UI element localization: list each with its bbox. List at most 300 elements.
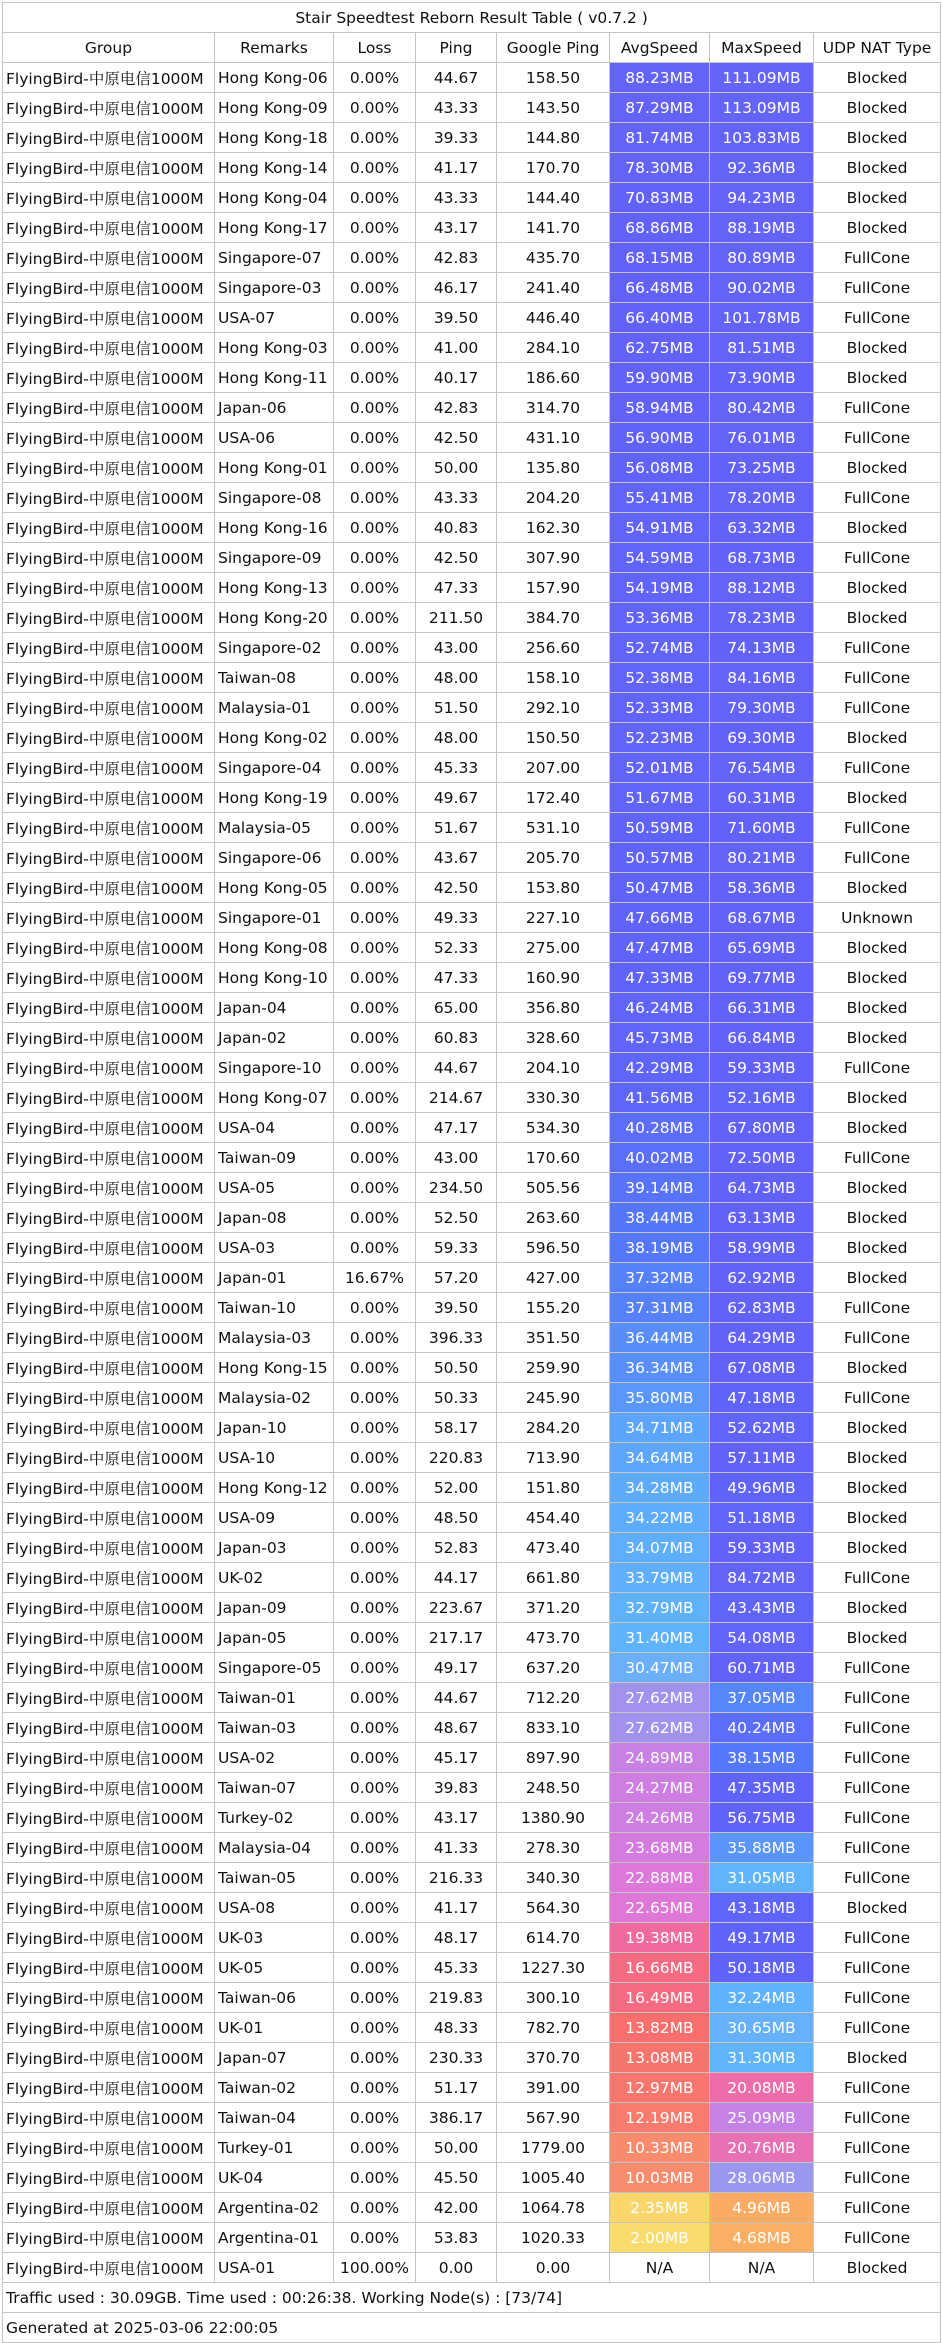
udp-nat-type-cell: FullCone	[814, 273, 941, 303]
maxspeed-cell: 57.11MB	[710, 1443, 814, 1473]
udp-nat-type-cell: Blocked	[814, 363, 941, 393]
udp-nat-type-cell: FullCone	[814, 1683, 941, 1713]
udp-nat-type-cell: FullCone	[814, 693, 941, 723]
maxspeed-cell: 76.54MB	[710, 753, 814, 783]
ping-cell: 58.17	[416, 1413, 497, 1443]
loss-cell: 0.00%	[334, 1113, 416, 1143]
avgspeed-cell: 12.97MB	[610, 2073, 710, 2103]
loss-cell: 0.00%	[334, 1863, 416, 1893]
table-row	[3, 843, 941, 873]
maxspeed-cell: 37.05MB	[710, 1683, 814, 1713]
google-ping-cell: 204.10	[497, 1053, 610, 1083]
avgspeed-cell: 56.08MB	[610, 453, 710, 483]
udp-nat-type-cell: FullCone	[814, 2133, 941, 2163]
remarks-cell: Singapore-01	[215, 903, 334, 933]
udp-nat-type-cell: Blocked	[814, 963, 941, 993]
remarks-cell: Hong Kong-03	[215, 333, 334, 363]
maxspeed-cell: 74.13MB	[710, 633, 814, 663]
udp-nat-type-cell: FullCone	[814, 2193, 941, 2223]
table-row	[3, 2013, 941, 2043]
ping-cell: 39.50	[416, 1293, 497, 1323]
udp-nat-type-cell: Blocked	[814, 783, 941, 813]
google-ping-cell: 172.40	[497, 783, 610, 813]
avgspeed-cell: 66.48MB	[610, 273, 710, 303]
google-ping-cell: 153.80	[497, 873, 610, 903]
ping-cell: 216.33	[416, 1863, 497, 1893]
google-ping-cell: 427.00	[497, 1263, 610, 1293]
google-ping-cell: 248.50	[497, 1773, 610, 1803]
ping-cell: 43.00	[416, 1143, 497, 1173]
loss-cell: 0.00%	[334, 1683, 416, 1713]
maxspeed-cell: 30.65MB	[710, 2013, 814, 2043]
udp-nat-type-cell: Blocked	[814, 2043, 941, 2073]
ping-cell: 52.33	[416, 933, 497, 963]
udp-nat-type-cell: FullCone	[814, 1653, 941, 1683]
maxspeed-cell: 80.21MB	[710, 843, 814, 873]
maxspeed-cell: 50.18MB	[710, 1953, 814, 1983]
ping-cell: 43.33	[416, 183, 497, 213]
loss-cell: 0.00%	[334, 873, 416, 903]
udp-nat-type-cell: Blocked	[814, 1533, 941, 1563]
table-row	[3, 1503, 941, 1533]
table-row	[3, 573, 941, 603]
loss-cell: 0.00%	[334, 303, 416, 333]
remarks-cell: Argentina-02	[215, 2193, 334, 2223]
table-row	[3, 1083, 941, 1113]
avgspeed-cell: 30.47MB	[610, 1653, 710, 1683]
remarks-cell: USA-02	[215, 1743, 334, 1773]
ping-cell: 48.33	[416, 2013, 497, 2043]
remarks-cell: USA-10	[215, 1443, 334, 1473]
remarks-cell: Japan-09	[215, 1593, 334, 1623]
loss-cell: 0.00%	[334, 693, 416, 723]
avgspeed-cell: 52.01MB	[610, 753, 710, 783]
ping-cell: 42.83	[416, 243, 497, 273]
table-row	[3, 1473, 941, 1503]
table-row	[3, 1533, 941, 1563]
ping-cell: 52.50	[416, 1203, 497, 1233]
table-row	[3, 2193, 941, 2223]
google-ping-cell: 1227.30	[497, 1953, 610, 1983]
google-ping-cell: 384.70	[497, 603, 610, 633]
col-header-ping: Ping	[416, 33, 497, 63]
udp-nat-type-cell: FullCone	[814, 543, 941, 573]
ping-cell: 40.83	[416, 513, 497, 543]
group-cell: FlyingBird-中原电信1000M	[3, 363, 215, 393]
google-ping-cell: 356.80	[497, 993, 610, 1023]
udp-nat-type-cell: FullCone	[814, 2013, 941, 2043]
udp-nat-type-cell: Blocked	[814, 1473, 941, 1503]
group-cell: FlyingBird-中原电信1000M	[3, 1383, 215, 1413]
group-cell: FlyingBird-中原电信1000M	[3, 753, 215, 783]
loss-cell: 0.00%	[334, 183, 416, 213]
udp-nat-type-cell: Blocked	[814, 1893, 941, 1923]
udp-nat-type-cell: FullCone	[814, 843, 941, 873]
avgspeed-cell: N/A	[610, 2253, 710, 2283]
table-row	[3, 1383, 941, 1413]
group-cell: FlyingBird-中原电信1000M	[3, 2223, 215, 2253]
google-ping-cell: 446.40	[497, 303, 610, 333]
group-cell: FlyingBird-中原电信1000M	[3, 2163, 215, 2193]
maxspeed-cell: 4.68MB	[710, 2223, 814, 2253]
group-cell: FlyingBird-中原电信1000M	[3, 1263, 215, 1293]
maxspeed-cell: 67.80MB	[710, 1113, 814, 1143]
remarks-cell: USA-09	[215, 1503, 334, 1533]
maxspeed-cell: 20.08MB	[710, 2073, 814, 2103]
ping-cell: 44.67	[416, 1683, 497, 1713]
group-cell: FlyingBird-中原电信1000M	[3, 1233, 215, 1263]
maxspeed-cell: 56.75MB	[710, 1803, 814, 1833]
remarks-cell: Malaysia-02	[215, 1383, 334, 1413]
maxspeed-cell: 78.23MB	[710, 603, 814, 633]
maxspeed-cell: 60.31MB	[710, 783, 814, 813]
udp-nat-type-cell: FullCone	[814, 1953, 941, 1983]
maxspeed-cell: 92.36MB	[710, 153, 814, 183]
ping-cell: 396.33	[416, 1323, 497, 1353]
group-cell: FlyingBird-中原电信1000M	[3, 1893, 215, 1923]
loss-cell: 0.00%	[334, 843, 416, 873]
group-cell: FlyingBird-中原电信1000M	[3, 2043, 215, 2073]
ping-cell: 50.50	[416, 1353, 497, 1383]
table-row	[3, 633, 941, 663]
google-ping-cell: 505.56	[497, 1173, 610, 1203]
group-cell: FlyingBird-中原电信1000M	[3, 2073, 215, 2103]
ping-cell: 44.67	[416, 63, 497, 93]
remarks-cell: Japan-04	[215, 993, 334, 1023]
avgspeed-cell: 36.44MB	[610, 1323, 710, 1353]
ping-cell: 46.17	[416, 273, 497, 303]
table-row	[3, 1203, 941, 1233]
udp-nat-type-cell: Blocked	[814, 573, 941, 603]
maxspeed-cell: 73.90MB	[710, 363, 814, 393]
avgspeed-cell: 56.90MB	[610, 423, 710, 453]
maxspeed-cell: 65.69MB	[710, 933, 814, 963]
table-row	[3, 903, 941, 933]
table-row	[3, 273, 941, 303]
ping-cell: 53.83	[416, 2223, 497, 2253]
loss-cell: 0.00%	[334, 1533, 416, 1563]
udp-nat-type-cell: FullCone	[814, 1833, 941, 1863]
group-cell: FlyingBird-中原电信1000M	[3, 1713, 215, 1743]
group-cell: FlyingBird-中原电信1000M	[3, 1593, 215, 1623]
table-row	[3, 1743, 941, 1773]
remarks-cell: UK-04	[215, 2163, 334, 2193]
google-ping-cell: 0.00	[497, 2253, 610, 2283]
col-header-maxspeed: MaxSpeed	[710, 33, 814, 63]
remarks-cell: Taiwan-05	[215, 1863, 334, 1893]
loss-cell: 0.00%	[334, 663, 416, 693]
maxspeed-cell: 103.83MB	[710, 123, 814, 153]
google-ping-cell: 371.20	[497, 1593, 610, 1623]
maxspeed-cell: 84.16MB	[710, 663, 814, 693]
remarks-cell: Hong Kong-14	[215, 153, 334, 183]
loss-cell: 0.00%	[334, 273, 416, 303]
table-row	[3, 1923, 941, 1953]
remarks-cell: Singapore-03	[215, 273, 334, 303]
google-ping-cell: 144.80	[497, 123, 610, 153]
table-row	[3, 1443, 941, 1473]
loss-cell: 0.00%	[334, 1923, 416, 1953]
avgspeed-cell: 37.32MB	[610, 1263, 710, 1293]
google-ping-cell: 204.20	[497, 483, 610, 513]
ping-cell: 51.50	[416, 693, 497, 723]
group-cell: FlyingBird-中原电信1000M	[3, 543, 215, 573]
loss-cell: 0.00%	[334, 1443, 416, 1473]
table-row	[3, 363, 941, 393]
loss-cell: 0.00%	[334, 2043, 416, 2073]
group-cell: FlyingBird-中原电信1000M	[3, 273, 215, 303]
remarks-cell: USA-06	[215, 423, 334, 453]
table-row	[3, 993, 941, 1023]
google-ping-cell: 661.80	[497, 1563, 610, 1593]
google-ping-cell: 596.50	[497, 1233, 610, 1263]
google-ping-cell: 564.30	[497, 1893, 610, 1923]
loss-cell: 16.67%	[334, 1263, 416, 1293]
group-cell: FlyingBird-中原电信1000M	[3, 243, 215, 273]
ping-cell: 43.33	[416, 93, 497, 123]
avgspeed-cell: 12.19MB	[610, 2103, 710, 2133]
loss-cell: 0.00%	[334, 363, 416, 393]
loss-cell: 0.00%	[334, 543, 416, 573]
generated-timestamp: Generated at 2025-03-06 22:00:05	[3, 2313, 941, 2343]
udp-nat-type-cell: Blocked	[814, 453, 941, 483]
google-ping-cell: 284.10	[497, 333, 610, 363]
udp-nat-type-cell: FullCone	[814, 633, 941, 663]
group-cell: FlyingBird-中原电信1000M	[3, 1353, 215, 1383]
remarks-cell: Taiwan-07	[215, 1773, 334, 1803]
maxspeed-cell: 78.20MB	[710, 483, 814, 513]
loss-cell: 0.00%	[334, 993, 416, 1023]
avgspeed-cell: 34.64MB	[610, 1443, 710, 1473]
table-row	[3, 1563, 941, 1593]
ping-cell: 42.50	[416, 873, 497, 903]
loss-cell: 0.00%	[334, 153, 416, 183]
avgspeed-cell: 24.89MB	[610, 1743, 710, 1773]
google-ping-cell: 143.50	[497, 93, 610, 123]
group-cell: FlyingBird-中原电信1000M	[3, 2103, 215, 2133]
ping-cell: 219.83	[416, 1983, 497, 2013]
loss-cell: 0.00%	[334, 483, 416, 513]
maxspeed-cell: 54.08MB	[710, 1623, 814, 1653]
group-cell: FlyingBird-中原电信1000M	[3, 963, 215, 993]
udp-nat-type-cell: Blocked	[814, 723, 941, 753]
group-cell: FlyingBird-中原电信1000M	[3, 2133, 215, 2163]
avgspeed-cell: 16.49MB	[610, 1983, 710, 2013]
maxspeed-cell: 71.60MB	[710, 813, 814, 843]
result-table-container	[2, 2, 940, 2343]
ping-cell: 48.17	[416, 1923, 497, 1953]
avgspeed-cell: 31.40MB	[610, 1623, 710, 1653]
google-ping-cell: 1779.00	[497, 2133, 610, 2163]
ping-cell: 50.00	[416, 2133, 497, 2163]
udp-nat-type-cell: Blocked	[814, 933, 941, 963]
table-row	[3, 2043, 941, 2073]
google-ping-cell: 207.00	[497, 753, 610, 783]
google-ping-cell: 351.50	[497, 1323, 610, 1353]
google-ping-cell: 370.70	[497, 2043, 610, 2073]
group-cell: FlyingBird-中原电信1000M	[3, 2193, 215, 2223]
remarks-cell: Hong Kong-02	[215, 723, 334, 753]
maxspeed-cell: 49.17MB	[710, 1923, 814, 1953]
ping-cell: 42.00	[416, 2193, 497, 2223]
table-row	[3, 1263, 941, 1293]
avgspeed-cell: 13.08MB	[610, 2043, 710, 2073]
ping-cell: 45.17	[416, 1743, 497, 1773]
group-cell: FlyingBird-中原电信1000M	[3, 1113, 215, 1143]
remarks-cell: Hong Kong-01	[215, 453, 334, 483]
maxspeed-cell: 52.16MB	[710, 1083, 814, 1113]
avgspeed-cell: 62.75MB	[610, 333, 710, 363]
maxspeed-cell: 81.51MB	[710, 333, 814, 363]
table-row	[3, 2163, 941, 2193]
google-ping-cell: 567.90	[497, 2103, 610, 2133]
udp-nat-type-cell: FullCone	[814, 1743, 941, 1773]
udp-nat-type-cell: FullCone	[814, 1863, 941, 1893]
table-row	[3, 1803, 941, 1833]
table-row	[3, 63, 941, 93]
google-ping-cell: 614.70	[497, 1923, 610, 1953]
avgspeed-cell: 58.94MB	[610, 393, 710, 423]
google-ping-cell: 263.60	[497, 1203, 610, 1233]
remarks-cell: Hong Kong-11	[215, 363, 334, 393]
maxspeed-cell: 58.36MB	[710, 873, 814, 903]
loss-cell: 0.00%	[334, 1353, 416, 1383]
table-row	[3, 1893, 941, 1923]
remarks-cell: Singapore-10	[215, 1053, 334, 1083]
table-row	[3, 1623, 941, 1653]
maxspeed-cell: 35.88MB	[710, 1833, 814, 1863]
table-row	[3, 453, 941, 483]
footer-traffic-row	[3, 2283, 941, 2313]
loss-cell: 0.00%	[334, 1383, 416, 1413]
table-row	[3, 1593, 941, 1623]
group-cell: FlyingBird-中原电信1000M	[3, 663, 215, 693]
group-cell: FlyingBird-中原电信1000M	[3, 1983, 215, 2013]
remarks-cell: Singapore-09	[215, 543, 334, 573]
ping-cell: 50.33	[416, 1383, 497, 1413]
loss-cell: 0.00%	[334, 1413, 416, 1443]
group-cell: FlyingBird-中原电信1000M	[3, 423, 215, 453]
table-row	[3, 963, 941, 993]
loss-cell: 0.00%	[334, 393, 416, 423]
loss-cell: 0.00%	[334, 2223, 416, 2253]
loss-cell: 0.00%	[334, 1053, 416, 1083]
remarks-cell: Hong Kong-19	[215, 783, 334, 813]
avgspeed-cell: 78.30MB	[610, 153, 710, 183]
title-row	[3, 3, 941, 33]
ping-cell: 41.17	[416, 1893, 497, 1923]
udp-nat-type-cell: FullCone	[814, 1773, 941, 1803]
avgspeed-cell: 27.62MB	[610, 1683, 710, 1713]
col-header-avgspeed: AvgSpeed	[610, 33, 710, 63]
avgspeed-cell: 54.19MB	[610, 573, 710, 603]
avgspeed-cell: 88.23MB	[610, 63, 710, 93]
table-row	[3, 663, 941, 693]
google-ping-cell: 227.10	[497, 903, 610, 933]
loss-cell: 0.00%	[334, 2103, 416, 2133]
udp-nat-type-cell: FullCone	[814, 1383, 941, 1413]
avgspeed-cell: 53.36MB	[610, 603, 710, 633]
remarks-cell: Turkey-02	[215, 1803, 334, 1833]
loss-cell: 0.00%	[334, 963, 416, 993]
loss-cell: 0.00%	[334, 813, 416, 843]
table-row	[3, 1863, 941, 1893]
table-row	[3, 2253, 941, 2283]
loss-cell: 0.00%	[334, 753, 416, 783]
google-ping-cell: 292.10	[497, 693, 610, 723]
avgspeed-cell: 22.65MB	[610, 1893, 710, 1923]
loss-cell: 0.00%	[334, 63, 416, 93]
ping-cell: 52.00	[416, 1473, 497, 1503]
col-header-udp-nat-type: UDP NAT Type	[814, 33, 941, 63]
remarks-cell: Taiwan-02	[215, 2073, 334, 2103]
ping-cell: 230.33	[416, 2043, 497, 2073]
udp-nat-type-cell: FullCone	[814, 243, 941, 273]
google-ping-cell: 275.00	[497, 933, 610, 963]
udp-nat-type-cell: FullCone	[814, 2163, 941, 2193]
avgspeed-cell: 34.22MB	[610, 1503, 710, 1533]
avgspeed-cell: 13.82MB	[610, 2013, 710, 2043]
avgspeed-cell: 68.15MB	[610, 243, 710, 273]
remarks-cell: Japan-02	[215, 1023, 334, 1053]
avgspeed-cell: 34.71MB	[610, 1413, 710, 1443]
avgspeed-cell: 52.23MB	[610, 723, 710, 753]
avgspeed-cell: 47.47MB	[610, 933, 710, 963]
ping-cell: 43.67	[416, 843, 497, 873]
remarks-cell: Malaysia-05	[215, 813, 334, 843]
remarks-cell: Malaysia-04	[215, 1833, 334, 1863]
avgspeed-cell: 10.03MB	[610, 2163, 710, 2193]
maxspeed-cell: 68.73MB	[710, 543, 814, 573]
remarks-cell: Malaysia-03	[215, 1323, 334, 1353]
maxspeed-cell: 31.05MB	[710, 1863, 814, 1893]
loss-cell: 0.00%	[334, 1233, 416, 1263]
avgspeed-cell: 34.07MB	[610, 1533, 710, 1563]
udp-nat-type-cell: FullCone	[814, 2073, 941, 2103]
avgspeed-cell: 22.88MB	[610, 1863, 710, 1893]
group-cell: FlyingBird-中原电信1000M	[3, 453, 215, 483]
remarks-cell: Singapore-04	[215, 753, 334, 783]
ping-cell: 45.50	[416, 2163, 497, 2193]
remarks-cell: Japan-01	[215, 1263, 334, 1293]
avgspeed-cell: 59.90MB	[610, 363, 710, 393]
maxspeed-cell: 66.84MB	[710, 1023, 814, 1053]
remarks-cell: Singapore-02	[215, 633, 334, 663]
google-ping-cell: 454.40	[497, 1503, 610, 1533]
udp-nat-type-cell: Blocked	[814, 1623, 941, 1653]
table-row	[3, 543, 941, 573]
google-ping-cell: 637.20	[497, 1653, 610, 1683]
ping-cell: 52.83	[416, 1533, 497, 1563]
col-header-loss: Loss	[334, 33, 416, 63]
loss-cell: 0.00%	[334, 1623, 416, 1653]
traffic-summary: Traffic used : 30.09GB. Time used : 00:26:38. Working Node(s) : [73/74]	[3, 2283, 941, 2313]
maxspeed-cell: 59.33MB	[710, 1533, 814, 1563]
ping-cell: 223.67	[416, 1593, 497, 1623]
group-cell: FlyingBird-中原电信1000M	[3, 1773, 215, 1803]
table-row	[3, 2133, 941, 2163]
loss-cell: 0.00%	[334, 1593, 416, 1623]
loss-cell: 0.00%	[334, 1803, 416, 1833]
table-row	[3, 2223, 941, 2253]
table-row	[3, 1713, 941, 1743]
loss-cell: 0.00%	[334, 1083, 416, 1113]
maxspeed-cell: 38.15MB	[710, 1743, 814, 1773]
remarks-cell: Japan-08	[215, 1203, 334, 1233]
avgspeed-cell: 52.33MB	[610, 693, 710, 723]
avgspeed-cell: 38.19MB	[610, 1233, 710, 1263]
remarks-cell: Taiwan-10	[215, 1293, 334, 1323]
